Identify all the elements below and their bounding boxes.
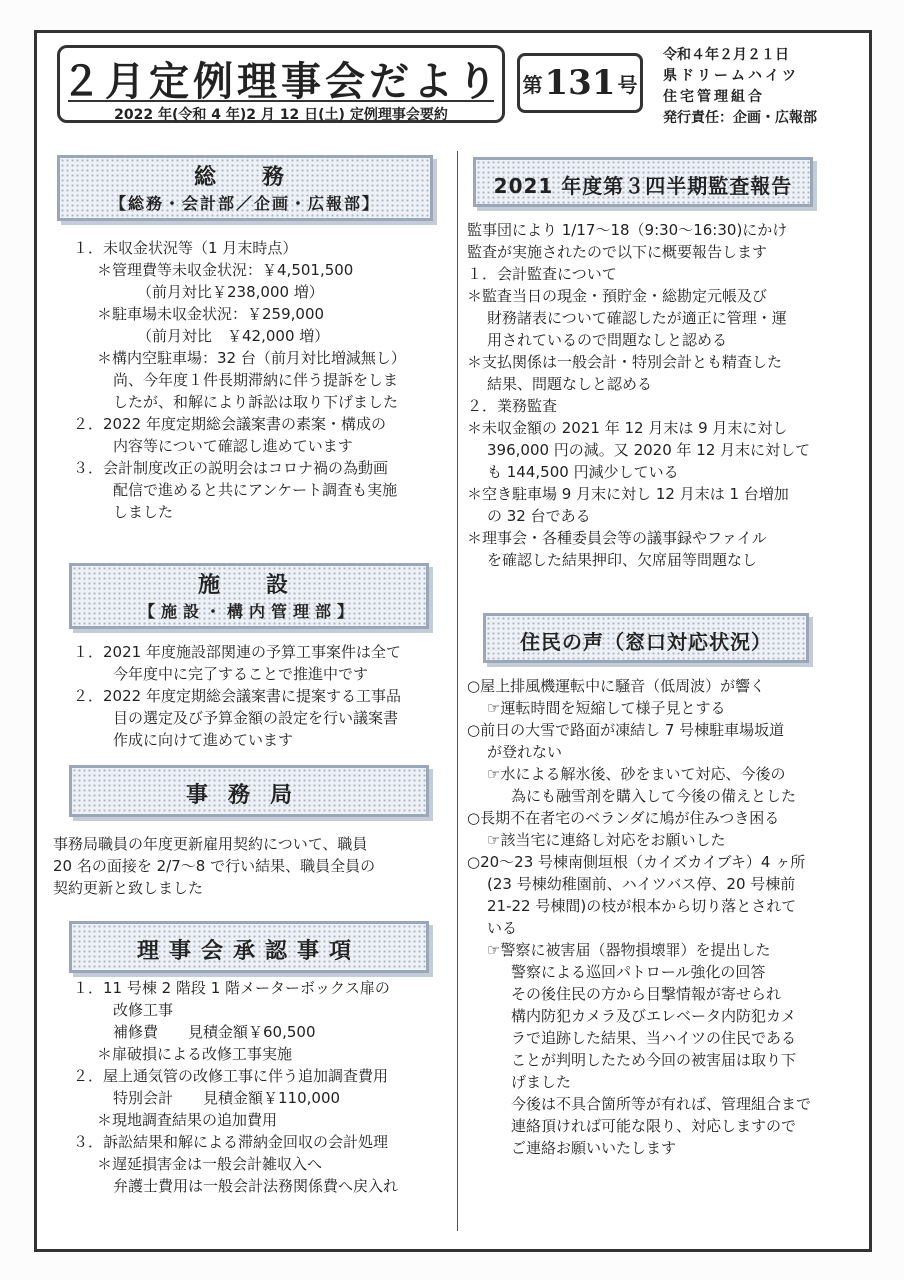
approvals-body bbox=[53, 977, 398, 1197]
meeting-subtitle: 2022 年(令和 4 年)2 月 12 日(土) 定例理事会要約 bbox=[114, 107, 448, 123]
org-association: 住宅管理組合 bbox=[663, 89, 765, 105]
text-line: 21-22 号棟間)の枝が根本から切り落とされて bbox=[487, 897, 797, 915]
text-line: ラで追跡した結果、当ハイツの住民である bbox=[511, 1029, 797, 1047]
response-line: ☞運転時間を短縮して様子見とする bbox=[487, 699, 726, 717]
text-line: ことが判明したため今回の被害届は取り下 bbox=[511, 1051, 797, 1069]
text-line: 尚、今年度１件長期滞納に伴う提訴をしま bbox=[113, 371, 399, 389]
publisher-responsible: 発行責任：企画・広報部 bbox=[663, 110, 817, 126]
text-line: ＊監査当日の現金・預貯金・総勘定元帳及び bbox=[467, 287, 768, 305]
text-line: 監事団により 1/17～18（9:30～16:30)にかけ bbox=[467, 221, 788, 239]
text-line: ＊空き駐車場 9 月末に対し 12 月末は 1 台増加 bbox=[467, 485, 789, 503]
text-line: 今後は不具合箇所等が有れば、管理組合まで bbox=[511, 1095, 812, 1113]
text-line: いる bbox=[487, 919, 518, 937]
section-heading-residents bbox=[483, 613, 809, 663]
text-line: 用されているので問題なしと認める bbox=[487, 331, 728, 349]
text-line: 20 名の面接を 2/7～8 で行い結果、職員全員の bbox=[53, 857, 376, 875]
text-line: 作成に向けて進めています bbox=[113, 731, 294, 749]
section-heading-audit bbox=[473, 157, 813, 207]
text-line: 補修費 見積金額￥60,500 bbox=[113, 1023, 316, 1041]
text-line: ＊支払関係は一般会計・特別会計とも精査した bbox=[467, 353, 783, 371]
text-line: ＊駐車場未収金状況：￥259,000 bbox=[97, 305, 325, 323]
text-line: ＊未収金額の 2021 年 12 月末は 9 月末に対し bbox=[467, 419, 788, 437]
publisher-info bbox=[663, 45, 868, 129]
text-line: 結果、問題なしと認める bbox=[487, 375, 653, 393]
text-line: ＊管理費等未収金状況：￥4,501,500 bbox=[97, 261, 354, 279]
text-line: を確認した結果押印、欠席届等問題なし bbox=[487, 551, 758, 569]
response-line: ☞該当宅に連絡し対応をお願いした bbox=[487, 831, 726, 849]
column-divider bbox=[457, 151, 458, 1231]
text-line: １．11 号棟 2 階段 1 階メーターボックス扉の bbox=[73, 979, 390, 997]
org-name: 県ドリームハイツ bbox=[663, 68, 799, 84]
text-line: 財務諸表について確認したが適正に管理・運 bbox=[487, 309, 787, 327]
general-heading: 総 務 bbox=[193, 165, 296, 190]
residents-heading: 住民の声（窓口対応状況） bbox=[520, 630, 772, 654]
text-line: の 32 台である bbox=[487, 507, 591, 525]
text-line: 監査が実施されたので以下に概要報告します bbox=[467, 243, 768, 261]
page-title: ２月定例理事会だより bbox=[61, 59, 501, 105]
text-line: 今年度中に完了することで推進中です bbox=[113, 665, 369, 683]
newsletter-page bbox=[34, 30, 872, 1252]
list-item: ○屋上排風機運転中に騒音（低周波）が響く bbox=[467, 677, 766, 695]
text-line: ３．会計制度改正の説明会はコロナ禍の為動画 bbox=[73, 459, 389, 477]
section-heading-general bbox=[57, 155, 433, 221]
secretariat-body bbox=[53, 833, 375, 899]
approvals-heading: 理事会承認事項 bbox=[136, 939, 361, 964]
text-line: １．2021 年度施設部関連の予算工事案件は全て bbox=[73, 643, 401, 661]
response-line: ☞警察に被害届（器物損壊罪）を提出した bbox=[487, 941, 771, 959]
response-line: ☞水による解氷後、砂をまいて対応、今後の bbox=[487, 765, 786, 783]
text-line: 目の選定及び予算金額の設定を行い議案書 bbox=[113, 709, 399, 727]
text-line: 契約更新と致しました bbox=[53, 879, 204, 897]
facilities-heading: 施 設 bbox=[197, 573, 300, 598]
section-heading-facilities bbox=[69, 563, 429, 629]
text-line: ２．2022 年度定期総会議案書の素案・構成の bbox=[73, 415, 386, 433]
list-item: ○20～23 号棟南側垣根（カイズカイブキ）4 ヶ所 bbox=[467, 853, 806, 871]
secretariat-heading: 事務局 bbox=[185, 783, 312, 808]
text-line: げました bbox=[511, 1073, 572, 1091]
text-line: したが、和解により訴訟は取り下げました bbox=[113, 393, 399, 411]
text-line: 事務局職員の年度更新雇用契約について、職員 bbox=[53, 835, 368, 853]
text-line: その後住民の方から目撃情報が寄せられ bbox=[511, 985, 782, 1003]
masthead-title-box bbox=[57, 45, 505, 123]
text-line: １．会計監査について bbox=[467, 265, 617, 283]
text-line: ＊現地調査結果の追加費用 bbox=[97, 1111, 278, 1129]
issue-suffix: 号 bbox=[617, 72, 638, 97]
issue-prefix: 第 bbox=[522, 72, 543, 97]
text-line: （前月対比 ￥42,000 増） bbox=[137, 327, 330, 345]
list-item: ○前日の大雪で路面が凍結し 7 号棟駐車場坂道 bbox=[467, 721, 785, 739]
text-line: も 144,500 円減少している bbox=[487, 463, 679, 481]
text-line: ＊理事会・各種委員会等の議事録やファイル bbox=[467, 529, 767, 547]
text-line: （前月対比￥238,000 増） bbox=[137, 283, 324, 301]
list-item: ○長期不在者宅のベランダに鳩が住みつき困る bbox=[467, 809, 780, 827]
text-line: 連絡頂ければ可能な限り、対応しますので bbox=[511, 1117, 797, 1135]
text-line: ご連絡お願いいたします bbox=[511, 1139, 677, 1157]
audit-body bbox=[467, 219, 810, 571]
text-line: 396,000 円の減。又 2020 年 12 月末に対して bbox=[487, 441, 811, 459]
text-line: 改修工事 bbox=[113, 1001, 174, 1019]
residents-body bbox=[467, 675, 811, 1159]
text-line: が登れない bbox=[487, 743, 563, 761]
general-subheading: 【総務・会計部／企画・広報部】 bbox=[109, 194, 380, 213]
facilities-body bbox=[53, 641, 401, 751]
text-line: 内容等について確認し進めています bbox=[113, 437, 353, 455]
audit-heading: 2021 年度第３四半期監査報告 bbox=[493, 174, 793, 198]
text-line: ２．2022 年度定期総会議案書に提案する工事品 bbox=[73, 687, 401, 705]
text-line: 配信で進めると共にアンケート調査も実施 bbox=[113, 481, 398, 499]
section-heading-approvals bbox=[69, 921, 429, 973]
facilities-subheading: 【施設・構内管理部】 bbox=[138, 602, 359, 621]
text-line: ＊遅延損害金は一般会計雑収入へ bbox=[97, 1155, 323, 1173]
text-line: 特別会計 見積金額￥110,000 bbox=[113, 1089, 341, 1107]
text-line: 構内防犯カメラ及びエレベータ内防犯カメ bbox=[511, 1007, 797, 1025]
text-line: しました bbox=[113, 503, 174, 521]
text-line: ３．訴訟結果和解による滞納金回収の会計処理 bbox=[73, 1133, 389, 1151]
text-line: ＊構内空駐車場：32 台（前月対比増減無し） bbox=[97, 349, 406, 367]
text-line: ２．屋上通気管の改修工事に伴う追加調査費用 bbox=[73, 1067, 389, 1085]
title-divider bbox=[68, 100, 494, 102]
text-line: (23 号棟幼稚園前、ハイツバス停、20 号棟前 bbox=[487, 875, 796, 893]
text-line: 警察による巡回パトロール強化の回答 bbox=[511, 963, 766, 981]
general-body bbox=[53, 237, 406, 523]
text-line: １．未収金状況等（1 月末時点） bbox=[73, 239, 298, 257]
issue-number: 131 bbox=[544, 63, 616, 103]
publish-date: 令和４年２月２１日 bbox=[663, 47, 789, 63]
issue-number-box bbox=[517, 53, 643, 113]
text-line: 弁護士費用は一般会計法務関係費へ戻入れ bbox=[113, 1177, 399, 1195]
text-line: ＊扉破損による改修工事実施 bbox=[97, 1045, 293, 1063]
text-line: ２．業務監査 bbox=[467, 397, 558, 415]
section-heading-secretariat bbox=[69, 765, 429, 817]
text-line: 為にも融雪剤を購入して今後の備えとした bbox=[511, 787, 797, 805]
